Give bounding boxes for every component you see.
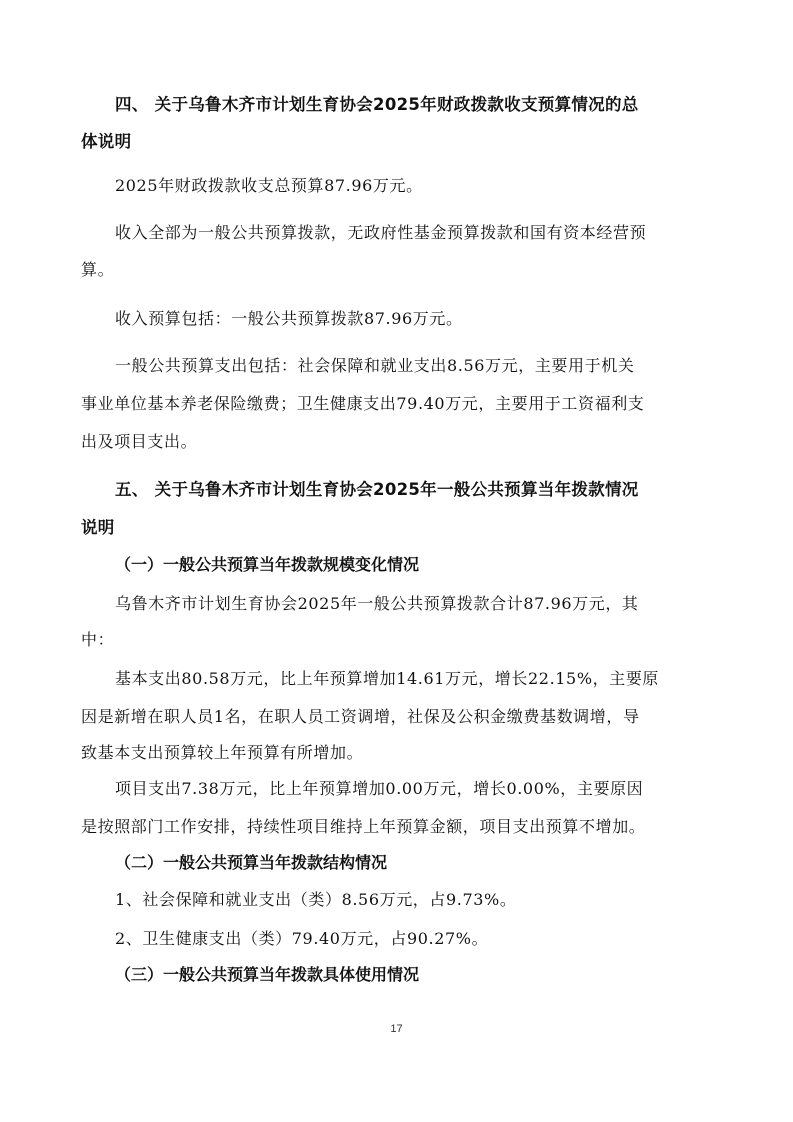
paragraph-total-appropriation: 乌鲁木齐市计划生育协会2025年一般公共预算拨款合计87.96万元，其 <box>115 594 639 613</box>
paragraph-total-budget: 2025年财政拨款收支总预算87.96万元。 <box>115 176 423 195</box>
list-item-health: 2、卫生健康支出（类）79.40万元，占90.27%。 <box>115 929 489 948</box>
paragraph-basic-expenditure: 基本支出80.58万元，比上年预算增加14.61万元，增长22.15%，主要原 <box>115 669 660 688</box>
list-item-social-security: 1、社会保障和就业支出（类）8.56万元，占9.73%。 <box>115 890 517 909</box>
paragraph-basic-expenditure-cont1: 因是新增在职人员1名，在职人员工资调增，社保及公积金缴费基数调增，导 <box>81 707 640 726</box>
page-number: 17 <box>390 1023 403 1035</box>
section-five-heading-cont: 说明 <box>81 518 115 537</box>
subheading-scale-change: （一）一般公共预算当年拨款规模变化情况 <box>115 555 420 574</box>
section-four-heading: 四、 关于乌鲁木齐市计划生育协会2025年财政拨款收支预算情况的总 <box>115 95 639 114</box>
subheading-structure: （二）一般公共预算当年拨款结构情况 <box>115 853 388 872</box>
section-five-heading: 五、 关于乌鲁木齐市计划生育协会2025年一般公共预算当年拨款情况 <box>115 480 639 499</box>
paragraph-income-sources-cont: 算。 <box>81 260 115 279</box>
paragraph-expenditure-cont1: 事业单位基本养老保险缴费；卫生健康支出79.40万元，主要用于工资福利支 <box>81 394 645 413</box>
paragraph-expenditure: 一般公共预算支出包括：社会保障和就业支出8.56万元，主要用于机关 <box>115 356 635 375</box>
paragraph-project-expenditure: 项目支出7.38万元，比上年预算增加0.00万元，增长0.00%，主要原因 <box>115 779 644 798</box>
paragraph-expenditure-cont2: 出及项目支出。 <box>81 432 198 451</box>
subheading-specific-use: （三）一般公共预算当年拨款具体使用情况 <box>115 965 420 984</box>
paragraph-income-budget: 收入预算包括：一般公共预算拨款87.96万元。 <box>115 309 463 328</box>
paragraph-income-sources: 收入全部为一般公共预算拨款，无政府性基金预算拨款和国有资本经营预 <box>115 223 647 242</box>
paragraph-total-appropriation-cont: 中： <box>81 630 115 649</box>
section-four-heading-cont: 体说明 <box>81 132 132 151</box>
paragraph-basic-expenditure-cont2: 致基本支出预算较上年预算有所增加。 <box>81 743 364 762</box>
paragraph-project-expenditure-cont: 是按照部门工作安排，持续性项目维持上年预算金额，项目支出预算不增加。 <box>81 817 646 836</box>
